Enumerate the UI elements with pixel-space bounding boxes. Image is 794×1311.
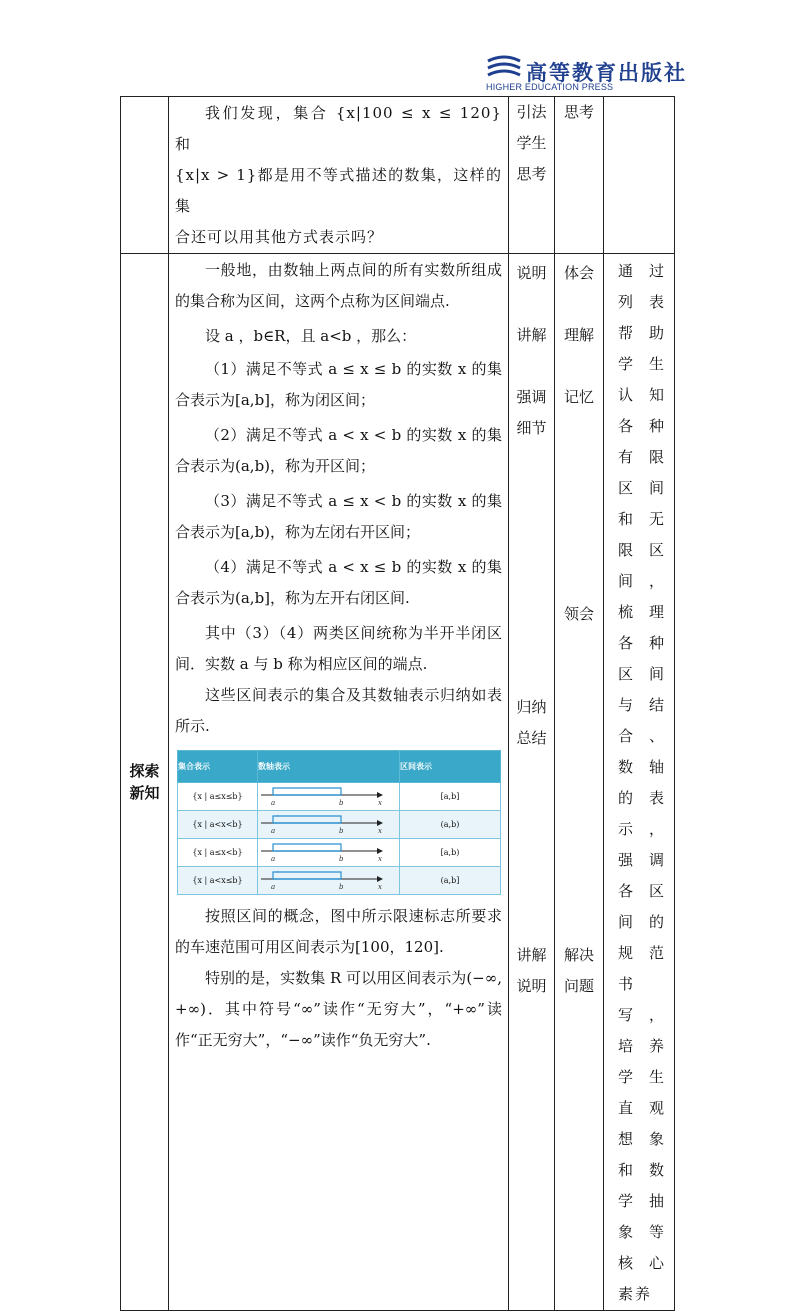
section-title: 新知: [129, 784, 160, 802]
content-cell: [169, 97, 509, 254]
section-title: 探索: [129, 762, 160, 780]
number-line: [259, 783, 399, 807]
number-line: [259, 867, 399, 891]
teacher-activity: 说明: [516, 264, 547, 282]
set-notation: {x | a≤x<b}: [178, 839, 258, 867]
teacher-activity-cell: [509, 254, 555, 1311]
axis-label-x: x: [377, 883, 382, 891]
publisher-name-cn: 高等教育出版社: [526, 60, 687, 85]
axis-label-b: b: [338, 799, 343, 807]
student-activity: 领会: [563, 605, 594, 623]
content-line: 我们发现，集合 {x|100 ≤ x ≤ 120} 和: [175, 104, 502, 153]
teacher-activity: 学生: [516, 134, 547, 152]
content-paragraph: 这些区间表示的集合及其数轴表示归纳如表所示.: [175, 686, 502, 735]
left-endpoint-bracket: [273, 872, 279, 879]
right-endpoint-bracket: [337, 816, 341, 823]
table-row: [178, 867, 501, 895]
axis-label-x: x: [377, 799, 382, 807]
interval-notation: (a,b]: [400, 867, 501, 895]
student-activity: 思考: [563, 103, 594, 121]
axis-label-b: b: [338, 827, 343, 835]
header-interval: 区间表示: [400, 751, 501, 783]
set-notation: {x | a≤x≤b}: [178, 783, 258, 811]
table-row: [121, 254, 675, 1311]
axis-label-a: a: [270, 799, 275, 807]
student-activity-cell: [555, 97, 604, 254]
number-line-cell: [258, 867, 400, 895]
teacher-activity: 归纳: [516, 698, 547, 716]
student-activity: 记忆: [563, 388, 594, 406]
teacher-activity: 细节: [516, 419, 547, 437]
interval-table: [177, 750, 501, 895]
number-line-cell: [258, 811, 400, 839]
axis-arrow: [377, 876, 383, 882]
teacher-activity: 讲解: [516, 946, 547, 964]
set-notation: {x | a<x<b}: [178, 811, 258, 839]
publisher-logo-icon: [484, 55, 524, 81]
right-endpoint-bracket: [337, 788, 341, 795]
number-line-cell: [258, 783, 400, 811]
axis-arrow: [377, 792, 383, 798]
purpose-cell: [604, 254, 675, 1311]
student-activity: 问题: [563, 977, 594, 995]
right-endpoint-bracket: [337, 872, 341, 879]
teacher-activity: 引法: [516, 103, 547, 121]
axis-label-x: x: [377, 827, 382, 835]
student-activity: 体会: [563, 264, 594, 282]
content-paragraph: 其中（3）（4）两类区间统称为半开半闭区间．实数 a 与 b 称为相应区间的端点.: [175, 624, 502, 673]
section-cell-empty: [121, 97, 169, 254]
publisher-name-en: HIGHER EDUCATION PRESS: [486, 82, 614, 92]
axis-label-b: b: [338, 855, 343, 863]
content-paragraph: （2）满足不等式 a < x < b 的实数 x 的集合表示为(a,b)，称为开区间；: [175, 426, 502, 475]
teacher-activity: 讲解: [516, 326, 547, 344]
content-paragraph: 特别的是，实数集 R 可以用区间表示为(−∞, +∞)．其中符号“∞”读作“无穷大”，“+∞”读作“正无穷大”，“−∞”读作“负无穷大”.: [175, 969, 502, 1049]
header-axis: 数轴表示: [258, 751, 400, 783]
teacher-activity: 说明: [516, 977, 547, 995]
student-activity-cell: [555, 254, 604, 1311]
header-set: 集合表示: [178, 751, 258, 783]
teacher-activity-cell: [509, 97, 555, 254]
teacher-activity: 思考: [516, 165, 547, 183]
teacher-activity: 总结: [516, 729, 547, 747]
content-line: {x|x > 1}都是用不等式描述的数集，这样的集: [175, 166, 502, 215]
content-paragraph: （4）满足不等式 a < x ≤ b 的实数 x 的集合表示为(a,b]，称为左开右闭区间.: [175, 558, 502, 607]
number-line: [259, 811, 399, 835]
student-activity: 解决: [563, 946, 594, 964]
left-endpoint-bracket: [273, 788, 277, 795]
left-endpoint-bracket: [273, 816, 279, 823]
axis-label-a: a: [270, 827, 275, 835]
interval-notation: [a,b]: [400, 783, 501, 811]
axis-arrow: [377, 820, 383, 826]
right-endpoint-bracket: [337, 844, 341, 851]
section-cell: [121, 254, 169, 1311]
axis-label-a: a: [270, 855, 275, 863]
student-activity: 理解: [563, 326, 594, 344]
publisher-logo: [484, 55, 687, 93]
left-endpoint-bracket: [273, 844, 277, 851]
number-line-cell: [258, 839, 400, 867]
content-paragraph: 按照区间的概念，图中所示限速标志所要求的车速范围可用区间表示为[100，120].: [175, 907, 502, 956]
interval-table-header: [178, 751, 501, 783]
content-paragraph: 设 a ，b∈R，且 a<b ，那么：: [205, 327, 417, 345]
table-row: [178, 839, 501, 867]
content-paragraph: 一般地，由数轴上两点间的所有实数所组成的集合称为区间，这两个点称为区间端点.: [175, 261, 502, 310]
content-paragraph: （1）满足不等式 a ≤ x ≤ b 的实数 x 的集合表示为[a,b]，称为闭区间；: [175, 360, 502, 409]
content-paragraph: （3）满足不等式 a ≤ x < b 的实数 x 的集合表示为[a,b)，称为左闭右开区间；: [175, 492, 502, 541]
interval-notation: [a,b): [400, 839, 501, 867]
interval-notation: (a,b): [400, 811, 501, 839]
lesson-plan-table: [120, 96, 675, 1311]
table-row: [178, 783, 501, 811]
table-row: [121, 97, 675, 254]
purpose-text: 通过列表帮助学生认知各种有限区间和无限区间，梳理各种区间与结合、数轴的表示，强调各区间的规范书写，培养学生直观想象和数学抽象等核心素养: [618, 262, 666, 1303]
set-notation: {x | a<x≤b}: [178, 867, 258, 895]
axis-label-x: x: [377, 855, 382, 863]
content-cell: [169, 254, 509, 1311]
axis-label-b: b: [338, 883, 343, 891]
teacher-activity: 强调: [516, 388, 547, 406]
axis-arrow: [377, 848, 383, 854]
axis-label-a: a: [270, 883, 275, 891]
table-row: [178, 811, 501, 839]
number-line: [259, 839, 399, 863]
content-line: 合还可以用其他方式表示吗？: [175, 228, 384, 246]
purpose-cell-empty: [604, 97, 675, 254]
